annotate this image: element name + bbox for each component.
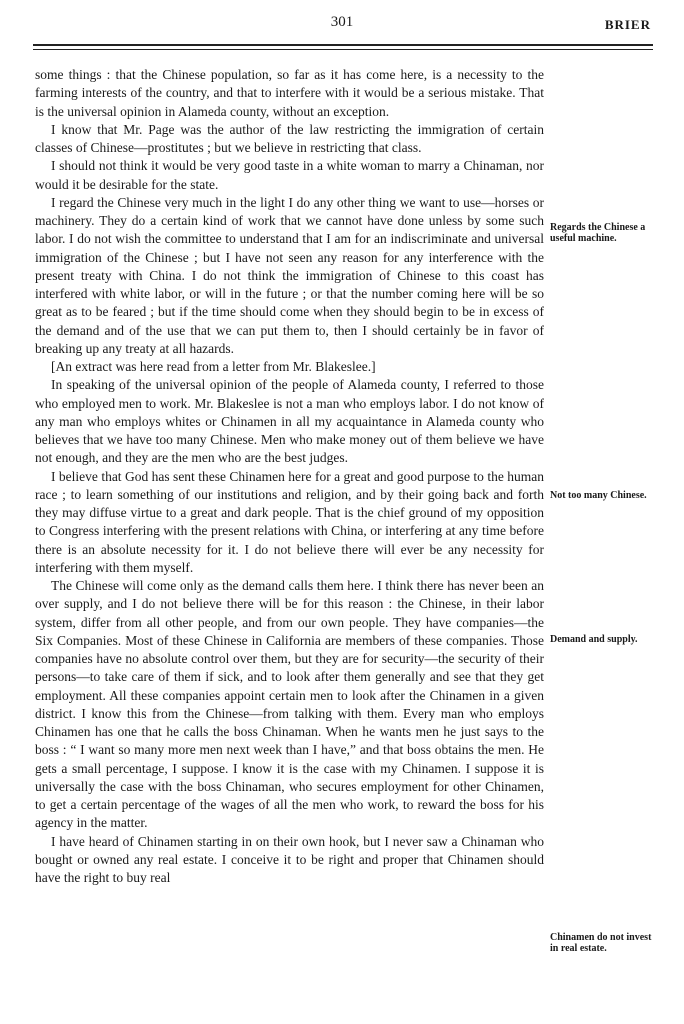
body-text	[35, 66, 544, 887]
side-note: Demand and supply.	[550, 634, 638, 645]
paragraph: In speaking of the universal opinion of the people of Alameda county, I referred to those who employed men to work. Mr. Blakeslee is not a man who employs labor. I do not know of any man who employs whites or Chinamen in all my acquaintance in Alameda county who believes that we have too many Chinese. Men who make money out of them believe we have not enough, and they are the men who are the best judges.	[35, 377, 544, 466]
header-rule-top	[33, 44, 653, 46]
side-note: Chinamen do not invest in real estate.	[550, 932, 652, 954]
side-note: Regards the Chinese a useful machine.	[550, 222, 646, 244]
paragraph: I believe that God has sent these Chinamen here for a great and good purpose to the human race ; to learn something of our institutions and religion, and by their going back and forth they may diffuse virtue to a great and dark people. That is the chief ground of my opposition to Congress interfering with the present relations with China, or interfering at any time before there is an absolute necessity for it. I do not believe there will ever be any necessity for interfering with them myself.	[35, 468, 544, 575]
side-note: Not too many Chinese.	[550, 490, 647, 501]
paragraph: some things : that the Chinese population, so far as it has come here, is a necessity to the farming interests of the country, and that to interfere with it would be a serious mistake. That is the universal opinion in Alameda county, without an exception.	[35, 67, 544, 119]
paragraph: I have heard of Chinamen starting in on their own hook, but I never saw a Chinaman who bought or owned any real estate. I conceive it to be right and proper that Chinamen should have the right to buy real	[35, 833, 544, 885]
page-number: 301	[330, 14, 354, 30]
paragraph: I know that Mr. Page was the author of the law restricting the immigration of certain classes of Chinese—prostitutes ; but we believe in restricting that class.	[35, 121, 544, 155]
paragraph: I regard the Chinese very much in the light I do any other thing we want to use—horses or machinery. They do a certain kind of work that we cannot have done unless by some such labor. I do not wish the committee to understand that I am for an indiscriminate and universal immigration of the Chinese ; but I have not seen any reason for any interference with the present treaty with China. I do not think the immigration of Chinese to this coast has interfered with white labor, or will in the future ; or that the number coming here will be so great as to be feared ; but if the time should come when they should begin to be in excess of the demand and of the use that we can put them to, then I should certainly be in favor of breaking up any treaty at all hazards.	[35, 194, 544, 356]
editorial-note: [An extract was here read from a letter from Mr. Blakeslee.]	[51, 359, 376, 374]
paragraph: The Chinese will come only as the demand calls them here. I think there has never been an over supply, and I do not believe there will be for this reason : the Chinese, in their labor system, differ from all other people, and from our own people. They have companies—the Six Companies. Most of these Chinese in California are members of these companies. Those companies have no absolute control over them, but they are for security—the security of their persons—to take care of them if sick, and to look after them generally and see that they get employment. All these companies appoint certain men to look after the Chinamen in a given district. I know this from the Chinese—from talking with them. Every man who employs Chinamen has one that he calls the boss Chinaman. When he wants men he just says to the boss : “ I want so many more men next week than I have,” and that boss obtains the men. He gets a small percentage, I suppose. I know it is the case with my Chinamen. I suppose it is universally the case with the boss Chinaman, who secures employment for other Chinamen, to get a certain percentage of the wages of all the men who work, to reward the boss for his agency in the matter.	[35, 578, 544, 831]
paragraph: I should not think it would be very good taste in a white woman to marry a Chinaman, nor would it be desirable for the state.	[35, 158, 544, 192]
running-title: BRIER	[604, 17, 651, 32]
header-rule-bottom	[33, 49, 653, 50]
